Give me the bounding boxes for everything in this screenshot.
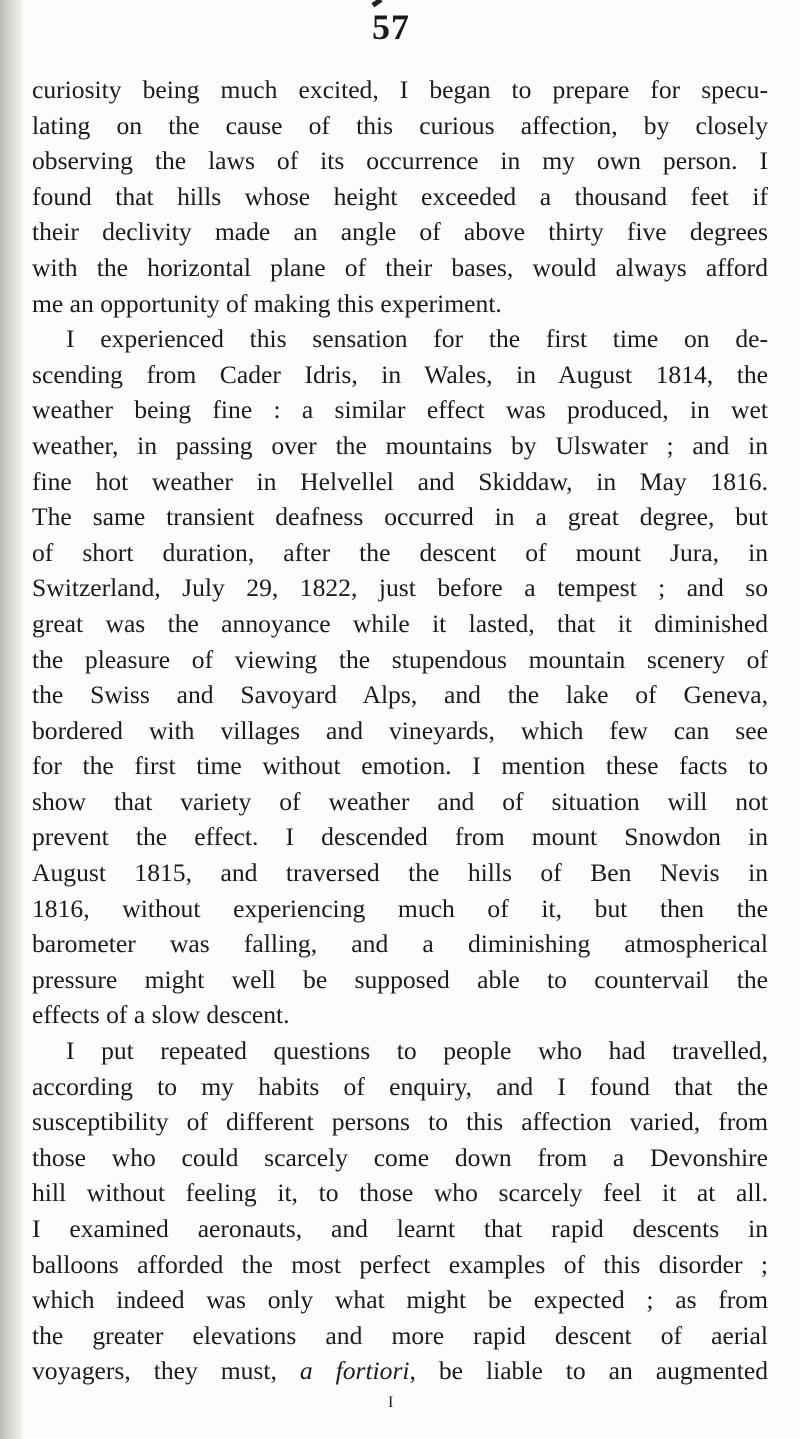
signature-mark: I <box>388 1394 394 1411</box>
text-line: weather, in passing over the mountains by Ulswater ; and in <box>32 430 768 460</box>
text-line: barometer was falling, and a diminishing atmospherical <box>32 929 768 959</box>
body-text <box>32 72 768 1389</box>
text-line: effects of a slow descent. <box>32 1000 290 1030</box>
text-line: the Swiss and Savoyard Alps, and the lake of Geneva, <box>32 680 768 710</box>
text-line: hill without feeling it, to those who scarcely feel it at all. <box>32 1178 768 1208</box>
text-line: I examined aeronauts, and learnt that rapid descents in <box>32 1214 768 1243</box>
text-line: I experienced this sensation for the first time on de- <box>66 324 768 354</box>
text-line: their declivity made an angle of above thirty five degrees <box>32 217 768 247</box>
text-line: curiosity being much excited, I began to prepare for specu- <box>32 75 768 104</box>
text-line: with the horizontal plane of their bases, would always afford <box>32 252 768 282</box>
text-line: for the first time without emotion. I mention these facts to <box>32 751 768 781</box>
text-line: the greater elevations and more rapid descent of aerial <box>32 1320 768 1350</box>
text-line: lating on the cause of this curious affection, by closely <box>32 110 768 140</box>
italic-phrase: a fortiori <box>299 1356 410 1386</box>
text-line: the pleasure of viewing the stupendous mountain scenery of <box>32 644 768 674</box>
text-line: scending from Cader Idris, in Wales, in August 1814, the <box>32 359 768 389</box>
text-line: fine hot weather in Helvellel and Skiddaw, in May 1816. <box>32 466 768 496</box>
text-line: voyagers, they must, a fortiori, be liable to an augmented <box>32 1356 768 1386</box>
text-line: according to my habits of enquiry, and I found that the <box>32 1071 768 1101</box>
text-line: which indeed was only what might be expected ; as from <box>32 1285 768 1315</box>
text-line: bordered with villages and vineyards, which few can see <box>32 715 768 745</box>
text-line: The same transient deafness occurred in a great degree, but <box>32 502 768 532</box>
page-number: 57 <box>372 7 410 47</box>
text-line: 1816, without experiencing much of it, but then the <box>32 893 768 923</box>
text-line: of short duration, after the descent of mount Jura, in <box>32 537 768 567</box>
text-line: me an opportunity of making this experiment. <box>32 288 502 318</box>
text-line: those who could scarcely come down from a Devonshire <box>32 1142 768 1172</box>
text-line: observing the laws of its occurrence in my own person. I <box>32 146 768 176</box>
text-line: found that hills whose height exceeded a thousand feet if <box>32 181 768 211</box>
text-line: August 1815, and traversed the hills of Ben Nevis in <box>32 858 768 888</box>
text-line: balloons afforded the most perfect examples of this disorder ; <box>32 1249 768 1279</box>
text-line: pressure might well be supposed able to countervail the <box>32 964 768 994</box>
text-line: I put repeated questions to people who had travelled, <box>66 1036 768 1066</box>
text-line: weather being fine : a similar effect was produced, in wet <box>32 395 768 425</box>
text-line: susceptibility of different persons to this affection varied, from <box>32 1107 768 1137</box>
text-line: great was the annoyance while it lasted, that it diminished <box>32 608 768 638</box>
text-line: prevent the effect. I descended from mount Snowdon in <box>32 822 768 852</box>
text-line: Switzerland, July 29, 1822, just before a tempest ; and so <box>32 573 768 603</box>
text-line: show that variety of weather and of situation will not <box>32 786 768 816</box>
page-gutter-shadow <box>0 0 22 1439</box>
